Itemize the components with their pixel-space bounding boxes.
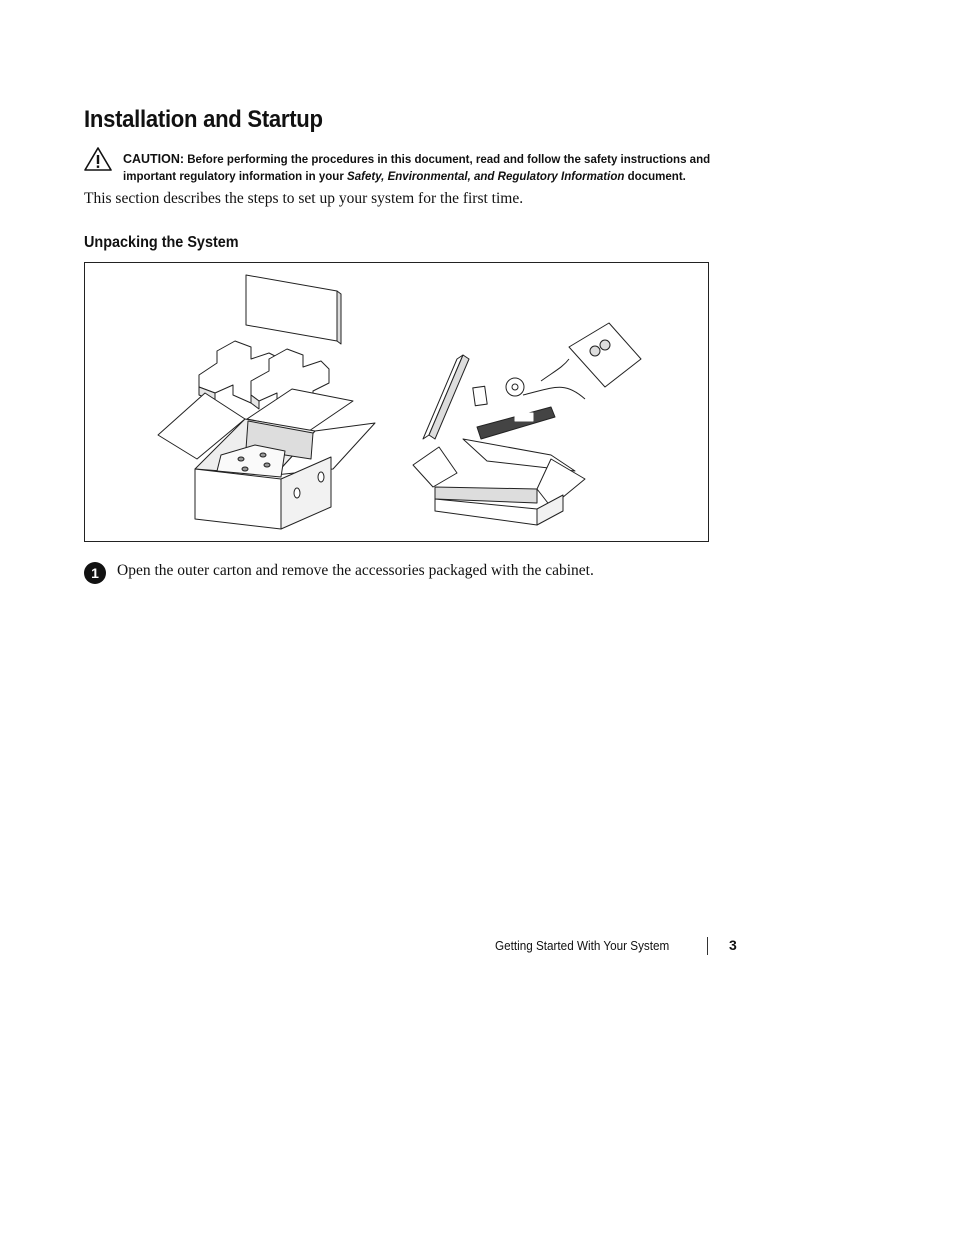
caution-doc-name: Safety, Environmental, and Regulatory Information bbox=[347, 169, 625, 183]
caution-note bbox=[123, 150, 737, 185]
page-title: Installation and Startup bbox=[84, 106, 323, 133]
footer-divider bbox=[707, 937, 708, 955]
caution-text-end: document. bbox=[627, 169, 686, 183]
caution-text: Before performing the procedures in this document, read and follow the safety instructions and important regulatory information in your bbox=[123, 152, 711, 183]
unpacking-illustration bbox=[84, 262, 709, 542]
large-carton bbox=[158, 389, 375, 529]
page-number: 3 bbox=[729, 937, 737, 953]
power-cable bbox=[523, 387, 585, 399]
section-heading: Unpacking the System bbox=[84, 234, 239, 251]
unpacking-drawing bbox=[85, 263, 708, 541]
footer-document-title: Getting Started With Your System bbox=[495, 938, 670, 953]
caution-label: CAUTION: bbox=[123, 151, 185, 166]
accessory-carton bbox=[413, 439, 585, 525]
cover-panel bbox=[246, 275, 337, 341]
accessory-bag bbox=[569, 323, 641, 387]
intro-paragraph: This section describes the steps to set up your system for the first time. bbox=[84, 190, 524, 207]
rail-kit bbox=[423, 355, 463, 439]
step-text: Open the outer carton and remove the accessories packaged with the cabinet. bbox=[117, 562, 594, 579]
caution-warning-icon bbox=[84, 147, 112, 171]
step-number-badge: 1 bbox=[84, 562, 106, 584]
documentation bbox=[473, 386, 487, 405]
front-bezel bbox=[477, 407, 555, 439]
